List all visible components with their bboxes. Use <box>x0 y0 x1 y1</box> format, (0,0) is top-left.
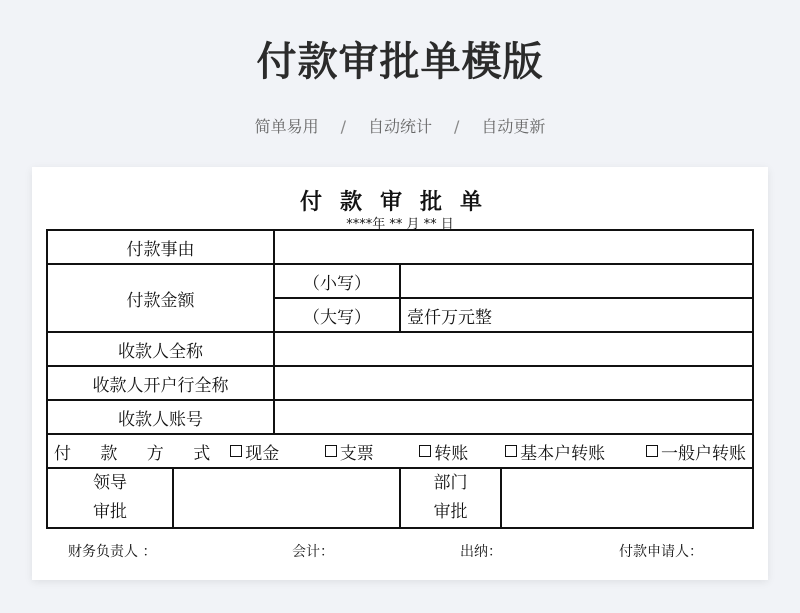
option-cash-label: 现金 <box>245 443 280 464</box>
tag-separator: / <box>340 117 346 136</box>
payee-field[interactable] <box>274 332 753 366</box>
form-card <box>32 167 768 580</box>
account-field[interactable] <box>274 400 753 434</box>
account-label: 收款人账号 <box>47 400 274 434</box>
bank-label: 收款人开户行全称 <box>47 366 274 400</box>
checkbox-general-account-transfer[interactable] <box>646 445 658 457</box>
option-transfer-label: 转账 <box>434 443 469 464</box>
option-check[interactable] <box>325 439 420 464</box>
bank-field[interactable] <box>274 366 753 400</box>
finance-manager-label: 财务负责人 ： <box>68 544 157 560</box>
cashier-label: 出纳： <box>460 544 502 560</box>
payment-method-cell <box>47 434 753 468</box>
page-title: 付款审批单模版 <box>256 39 544 85</box>
option-transfer[interactable] <box>419 439 505 464</box>
tagline <box>0 114 800 137</box>
option-basic-account-transfer[interactable] <box>505 439 646 464</box>
option-general-account-transfer-label: 一般户转账 <box>661 443 747 464</box>
leader-approval-field[interactable] <box>173 468 400 528</box>
amount-small-row <box>47 264 753 298</box>
tag-auto-update: 自动更新 <box>481 117 546 136</box>
dept-approval-label-line2: 审批 <box>433 502 468 522</box>
reason-field[interactable] <box>274 230 753 264</box>
amount-small-label: （小写） <box>274 264 400 298</box>
payee-row <box>47 332 753 366</box>
payment-method-row <box>47 434 753 468</box>
approval-row <box>47 468 753 528</box>
bank-row <box>47 366 753 400</box>
form-date: ****年 ** 月 ** 日 <box>346 217 454 232</box>
checkbox-cash[interactable] <box>230 445 242 457</box>
payment-method-label: 付 款 方 式 <box>54 443 223 464</box>
amount-big-label: （大写） <box>274 298 400 332</box>
form-title: 付款审批单 <box>299 190 500 215</box>
applicant-label: 付款申请人： <box>619 544 703 560</box>
reason-label: 付款事由 <box>47 230 274 264</box>
leader-approval-label-line2: 审批 <box>92 502 127 522</box>
option-general-account-transfer[interactable] <box>646 439 746 464</box>
checkbox-transfer[interactable] <box>419 445 431 457</box>
dept-approval-label-line1: 部门 <box>433 473 468 493</box>
tag-separator: / <box>454 117 460 136</box>
account-row <box>47 400 753 434</box>
amount-label: 付款金额 <box>47 264 274 332</box>
checkbox-basic-account-transfer[interactable] <box>505 445 517 457</box>
payee-label: 收款人全称 <box>47 332 274 366</box>
leader-approval-label-line1: 领导 <box>92 473 127 493</box>
dept-approval-field[interactable] <box>501 468 753 528</box>
option-basic-account-transfer-label: 基本户转账 <box>520 443 606 464</box>
reason-row <box>47 230 753 264</box>
leader-approval-label <box>47 468 173 528</box>
option-check-label: 支票 <box>339 443 374 464</box>
amount-big-field[interactable]: 壹仟万元整 <box>400 298 753 332</box>
payment-form-table <box>46 229 754 529</box>
dept-approval-label <box>400 468 501 528</box>
option-cash[interactable] <box>230 439 325 464</box>
tag-auto-stat: 自动统计 <box>367 117 432 136</box>
checkbox-check[interactable] <box>325 445 337 457</box>
payment-method-group <box>54 439 746 464</box>
tag-easy: 简单易用 <box>254 117 319 136</box>
accounting-label: 会计： <box>292 544 334 560</box>
amount-small-field[interactable] <box>400 264 753 298</box>
